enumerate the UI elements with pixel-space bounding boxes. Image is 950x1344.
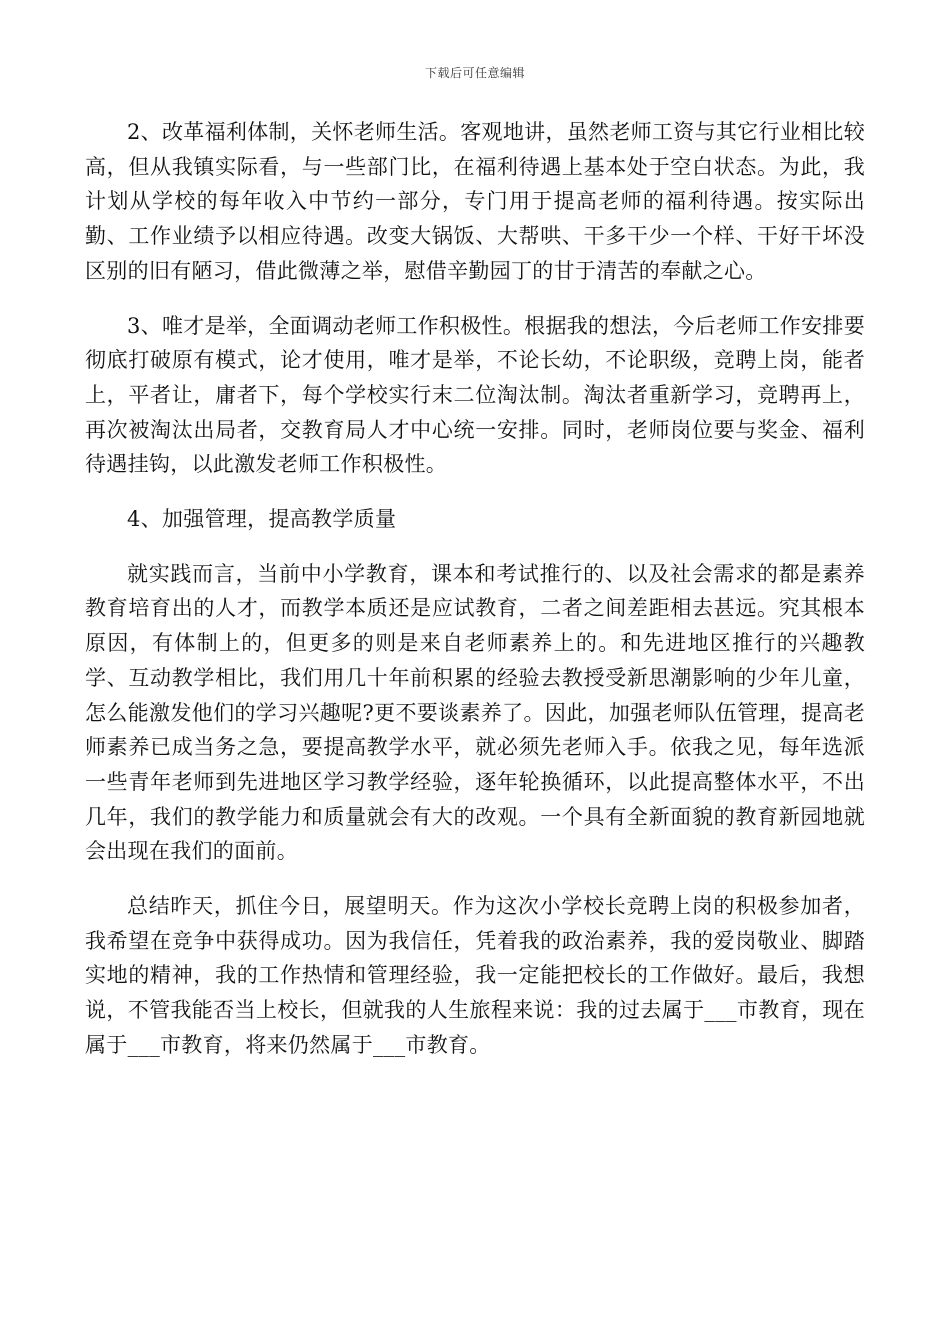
header-note: 下载后可任意编辑 (424, 66, 525, 80)
document-body (85, 115, 865, 1063)
paragraph-welfare-reform: 2、改革福利体制，关怀老师生活。客观地讲，虽然老师工资与其它行业相比较高，但从我镇实际看，与一些部门比，在福利待遇上基本处于空白状态。为此，我计划从学校的每年收入中节约一部分，专门用于提高老师的福利待遇。按实际出勤、工作业绩予以相应待遇。改变大锅饭、大帮哄、干多干少一个样、干好干坏没区别的旧有陋习，借此微薄之举，慰借辛勤园丁的甘于清苦的奉献之心。 (85, 120, 865, 283)
paragraph-management-heading: 4、加强管理，提高教学质量 (127, 507, 397, 532)
paragraph-conclusion: 总结昨天，抓住今日，展望明天。作为这次小学校长竞聘上岗的积极参加者，我希望在竞争中获得成功。因为我信任，凭着我的政治素养，我的爱岗敬业、脚踏实地的精神，我的工作热情和管理经验，我一定能把校长的工作做好。最后，我想说，不管我能否当上校长，但就我的人生旅程来说：我的过去属于___市教育，现在属于___市教育，将来仍然属于___市教育。 (85, 894, 865, 1057)
paragraph-teaching-quality: 就实践而言，当前中小学教育，课本和考试推行的、以及社会需求的都是素养教育培育出的人才，而教学本质还是应试教育，二者之间差距相去甚远。究其根本原因，有体制上的，但更多的则是来自老师素养上的。和先进地区推行的兴趣教学、互动教学相比，我们用几十年前积累的经验去教授受新思潮影响的少年儿童，怎么能激发他们的学习兴趣呢?更不要谈素养了。因此，加强老师队伍管理，提高老师素养已成当务之急，要提高教学水平，就必须先老师入手。依我之见，每年选派一些青年老师到先进地区学习教学经验，逐年轮换循环，以此提高整体水平，不出几年，我们的教学能力和质量就会有大的改观。一个具有全新面貌的教育新园地就会出现在我们的面前。 (85, 561, 865, 864)
paragraph-merit-selection: 3、唯才是举，全面调动老师工作积极性。根据我的想法，今后老师工作安排要彻底打破原有模式，论才使用，唯才是举，不论长幼，不论职级，竞聘上岗，能者上，平者让，庸者下，每个学校实行末二位淘汰制。淘汰者重新学习，竞聘再上，再次被淘汰出局者，交教育局人才中心统一安排。同时，老师岗位要与奖金、福利待遇挂钩，以此激发老师工作积极性。 (85, 313, 865, 477)
